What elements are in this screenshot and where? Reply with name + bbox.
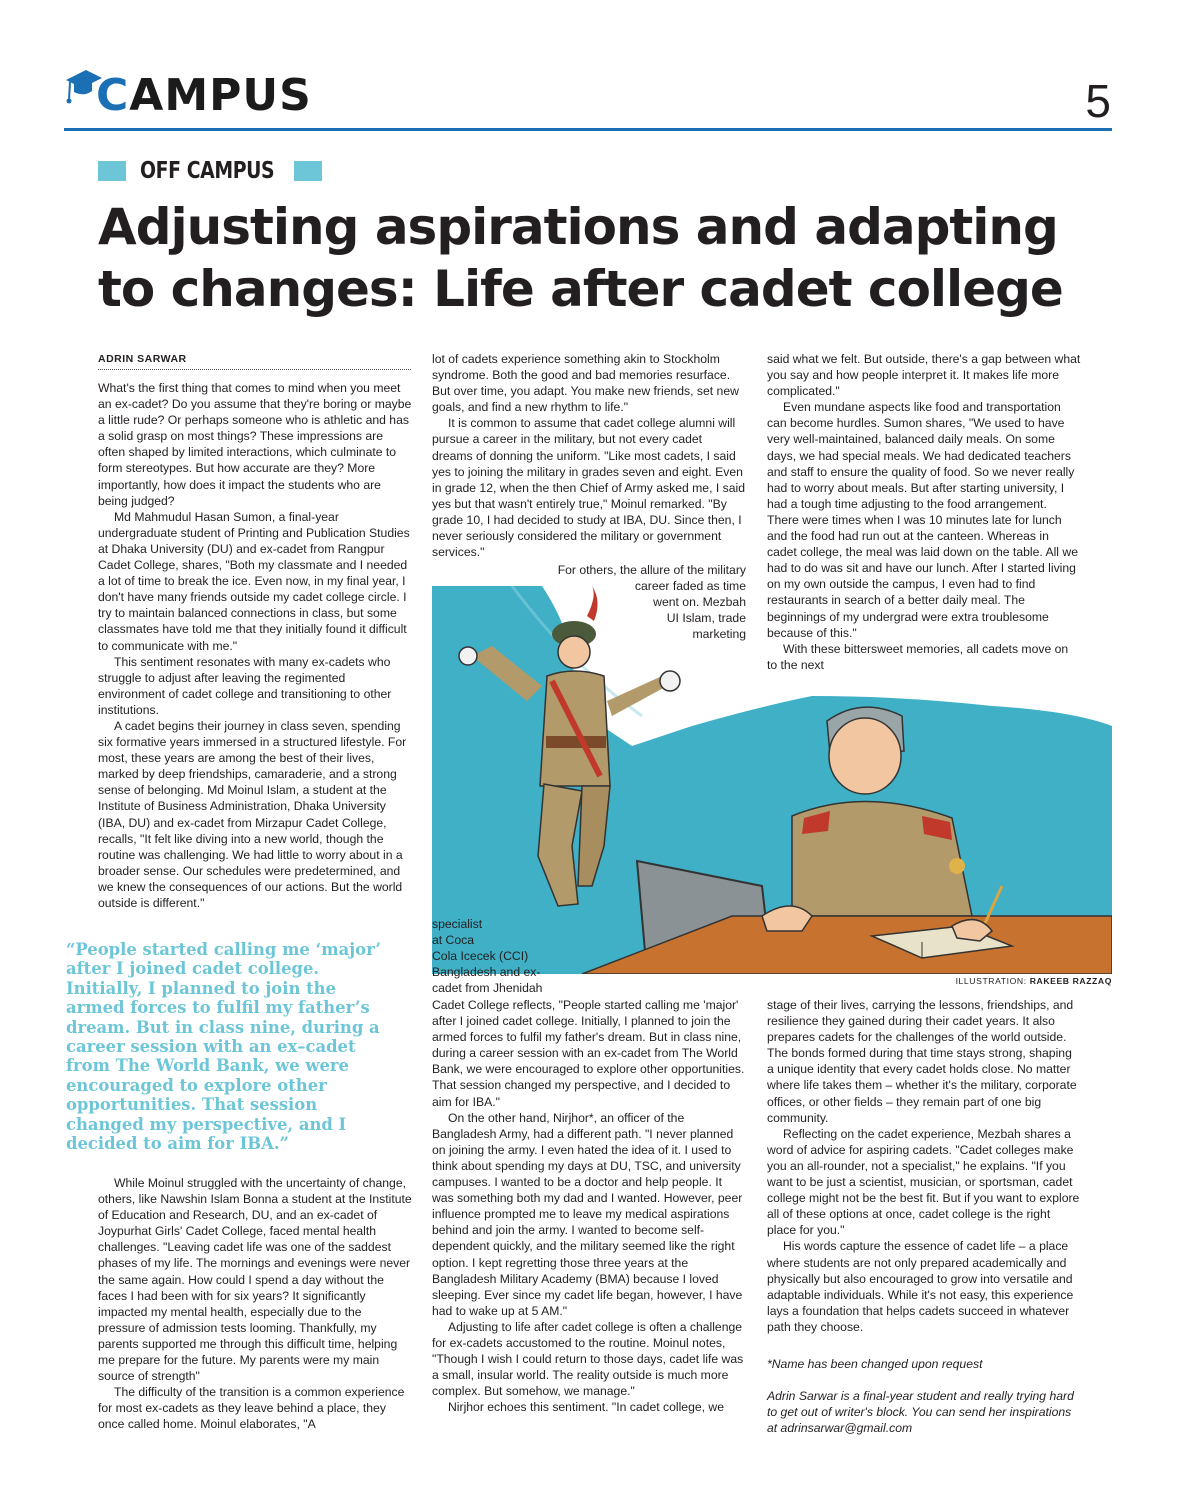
paragraph: With these bittersweet memories, all cadets move on to the next [767, 641, 1069, 672]
byline-divider [98, 369, 411, 370]
paragraph: A cadet begins their journey in class seven, spending six formative years immersed in a structured lifestyle. For most, these years are among the best of their lives, marked by deep friendships, camaraderie, and a strong sense of belonging. Md Moinul Islam, a student at the Institute of Business Administration, Dhaka University (IBA, DU) and ex-cadet from Mirzapur Cadet College, recalls, "It felt like diving into a new world, though the routine was challenging. We had little to worry about in a broader sense. Our schedules were predetermined, and we knew the consequences of our actions. But the world outside is different." [98, 718, 407, 910]
wrap-line: UI Islam, trade [666, 611, 746, 626]
paragraph: The difficulty of the transition is a common experience for most ex-cadets as they leave behind a place, they once called home. Moinul elaborates, "A [98, 1385, 405, 1432]
column-2-wrap-lower [432, 916, 552, 996]
wrap-line: Bangladesh and ex- [432, 965, 541, 980]
column-2-top [432, 351, 746, 560]
headline [98, 196, 1108, 320]
paragraph: Md Mahmudul Hasan Sumon, a final-year undergraduate student of Printing and Publication Studies at Dhaka University (DU) and ex-cadet from Rangpur Cadet College, shares, "Both my classmate and I needed a lot of time to break the ice. Even now, in my final year, I don't have many friends outside my cadet college circle. I try to maintain balanced connections in class, but some classmates have told me that they initially found it difficult to communicate with me." [98, 509, 410, 653]
headline-line-2: to changes: Life after cadet college [98, 260, 1063, 318]
paragraph: Cadet College reflects, "People started calling me 'major' after I joined cadet college. Initially, I planned to join the armed forces to fulfil my father's dream. But in class nine, during a career session with an ex-cadet from The World Bank, we were encouraged to explore other opportunities. That session changed my perspective, and I decided to aim for IBA." [432, 998, 745, 1109]
column-3-top [767, 351, 1081, 673]
pull-quote: “People started calling me ‘major’ after I joined cadet college. Initially, I planned to join the armed forces to fulfil my father’s dream. But in class nine, during a career session with an ex–cadet from The World Bank, we were encouraged to explore other opportunities. That session changed my perspective, and I decided to aim for IBA.” [66, 940, 382, 1154]
paragraph: Even mundane aspects like food and transportation can become hurdles. Sumon shares, "We used to have very well-maintained, balanced daily meals. On some days, we had special meals. We had dedicated teachers and staff to ensure the quality of food. So we never really had to worry about meals. But after starting university, I had a tough time adjusting to the food arrangement. There were times when I was 10 minutes late for lunch and the food had run out at the canteen. Whereas in cadet college, the meal was laid down on the table. All we had to do was sit and have our lunch. After I started living on my own outside the campus, I even had to find restaurants in search of a better daily meal. The beginnings of my undergrad were extra troublesome because of this." [767, 400, 1078, 640]
wrap-line: went on. Mezbah [653, 595, 746, 610]
paragraph: Nirjhor echoes this sentiment. "In cadet college, we [448, 1400, 724, 1415]
paragraph: lot of cadets experience something akin to Stockholm syndrome. Both the good and bad memories resurface. But over time, you adapt. You make new friends, set new goals, and find a new rhythm to life." [432, 352, 739, 415]
paragraph: On the other hand, Nirjhor*, an officer of the Bangladesh Army, had a different path. "I never planned on joining the army. I even hated the idea of it. I used to think about spending my days at DU, TSC, and university campuses. I wanted to be a doctor and help people. It was something both my dad and I wanted. However, peer influence prompted me to leave my medical aspirations behind and join the army. I wanted to become self-dependent quickly, and the military seemed like the right option. I kept regretting those three years at the Bangladesh Military Academy (BMA) because I loved sleeping. Ever since my cadet life began, however, I have had to wake up at 5 AM." [432, 1110, 743, 1318]
wrap-line: Cola Icecek (CCI) [432, 949, 529, 964]
paragraph: While Moinul struggled with the uncertainty of change, others, like Nawshin Islam Bonna a student at the Institute of Education and Research, DU, and an ex-cadet of Joypurhat Girls' Cadet College, faced mental health challenges. "Leaving cadet life was one of the saddest phases of my life. The mornings and evenings were never the same again. How could I spend a day without the faces I had been with for six years? It significantly impacted my mental health, especially due to the pressure of admission tests looming. Thankfully, my parents supported me through this difficult time, helping me prepare for the future. My parents were my main source of strength" [98, 1176, 412, 1384]
section-square-right [294, 161, 322, 181]
wrap-line: at Coca [432, 933, 475, 948]
wrap-line: For others, the allure of the military [557, 563, 746, 577]
footnote: *Name has been changed upon request [767, 1357, 983, 1371]
brand-rest: AMPUS [129, 70, 312, 121]
paragraph: Reflecting on the cadet experience, Mezbah shares a word of advice for aspiring cadets. "Cadet colleges make you an all-rounder, not a specialist," he explains. "If you want to be just a scientist, musician, or sportsman, cadet college might not be the best fit. But if you want to explore all of these options at once, cadet college is the right place for you." [767, 1126, 1080, 1238]
headline-line-1: Adjusting aspirations and adapting [98, 198, 1058, 256]
wrap-line: marketing [692, 627, 746, 642]
illustration-credit [860, 976, 1112, 986]
credit-label: ILLUSTRATION: [955, 976, 1027, 986]
section-square-left [98, 161, 126, 181]
column-1-top [98, 380, 412, 911]
masthead-brand [96, 70, 312, 121]
paragraph: What's the first thing that comes to mind when you meet an ex-cadet? Do you assume that they're boring or maybe a little rude? Or perhaps someone who is athletic and has a solid grasp on most things? These impressions are often shaped by limited interactions, which culminate to form stereotypes. But how accurate are they? More importantly, how does it impact the students who are being judged? [98, 381, 412, 508]
paragraph: stage of their lives, carrying the lessons, friendships, and resilience they gained during their cadet years. It also prepares cadets for the challenges of the world outside. The bonds formed during that time stays strong, shaping a unique identity that every cadet holds close. No matter where life takes them – whether it's the military, corporate offices, or other fields – they remain part of one big community. [767, 998, 1077, 1125]
paragraph: said what we felt. But outside, there's a gap between what you say and how people interpret it. It makes life more complicated." [767, 352, 1081, 399]
credit-name: RAKEEB RAZZAQ [1029, 976, 1112, 986]
page-number: 5 [1085, 75, 1111, 127]
wrap-line: specialist [432, 917, 483, 931]
section-label-text: OFF CAMPUS [140, 158, 275, 184]
author-bio: Adrin Sarwar is a final-year student and really trying hard to get out of writer's block. You can send her inspirations at adrinsarwar@gmail.com [767, 1389, 1074, 1436]
masthead-rule [64, 128, 1112, 131]
column-3-bottom [767, 997, 1081, 1335]
paragraph: This sentiment resonates with many ex-cadets who struggle to adjust after leaving the regimented environment of cadet college and transitioning to other institutions. [98, 654, 392, 717]
byline: ADRIN SARWAR [98, 353, 187, 365]
column-2-bottom [432, 997, 746, 1415]
column-1-bottom [98, 1175, 412, 1433]
paragraph: It is common to assume that cadet college alumni will pursue a career in the military, but not every cadet dreams of donning the uniform. "Like most cadets, I said yes to joining the military in grades seven and eight. Even in grade 12, when the then Chief of Army asked me, I said yes but that wasn't entirely true," Moinul remarked. "By grade 10, I had decided to study at IBA, DU. Since then, I never seriously considered the military or government services." [432, 416, 745, 560]
section-label [98, 156, 322, 186]
paragraph: His words capture the essence of cadet life – a place where students are not only prepared academically and physically but also encouraged to grow into versatile and adaptable individuals. While it's not easy, this experience lays a foundation that helps cadets succeed in whatever path they choose. [767, 1239, 1074, 1334]
paragraph: Adjusting to life after cadet college is often a challenge for ex-cadets accustomed to the routine. Moinul notes, "Though I wish I could return to those days, cadet life was a small, insular world. The reality outside is much more complex. But somehow, we manage." [432, 1319, 744, 1399]
wrap-line: cadet from Jhenidah [432, 981, 543, 996]
brand-initial: C [96, 70, 130, 121]
wrap-line: career faded as time [634, 579, 746, 594]
